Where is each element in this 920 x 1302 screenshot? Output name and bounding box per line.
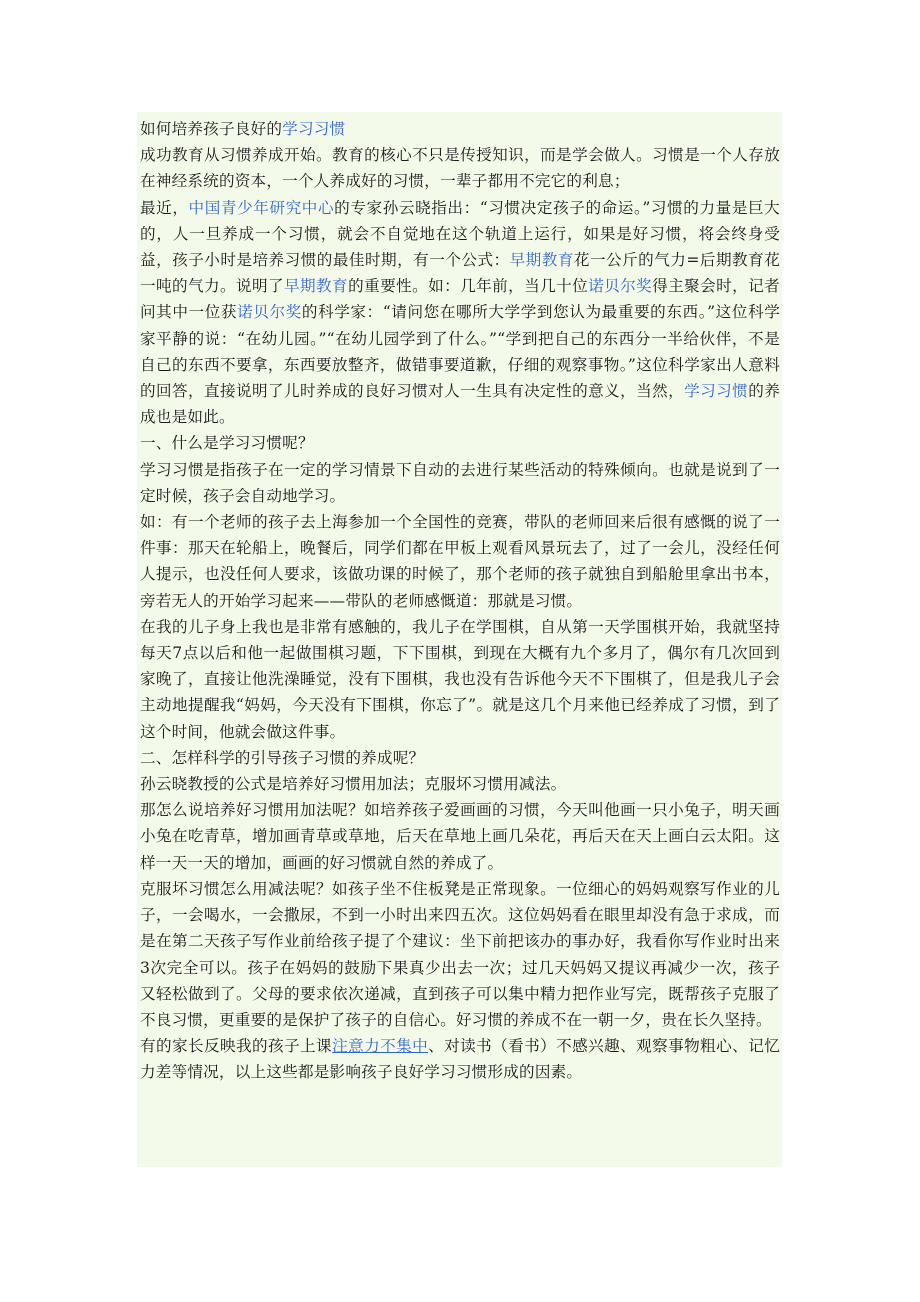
keyword-link[interactable]: 早期教育 [509,251,574,270]
paragraph [140,771,780,797]
text-run: 有的家长反映我的孩子上课 [140,1037,333,1056]
paragraph [140,797,780,876]
text-run: 得主聚会时，记者问其中一位获 [140,277,780,322]
paragraph [140,1033,780,1085]
text-run: 的科学家：“请问您在哪所大学学到您认为最重要的东西。”这位科学家平静的说：“在幼儿园。”“在幼儿园学到了什么。”“学到把自己的东西分一半给伙伴，不是自己的东西不要拿，东西要放整齐，做错事要道歉，仔细的观察事物。”这位科学家出人意料的回答，直接说明了儿时养成的良好习惯对人一生具有决定性的意义，当然， [140,303,780,401]
section-heading [140,430,780,456]
text-run: 花一公斤的气力=后期教育花一吨的气力。说明了 [140,251,780,296]
paragraph [140,876,780,1033]
text-run: 的养成也是如此。 [140,382,780,427]
article-body [140,116,780,1086]
text-run: 一、什么是学习习惯呢？ [140,434,314,453]
keyword-link[interactable]: 诺贝尔奖 [237,303,302,322]
text-run: 克服坏习惯怎么用减法呢？如孩子坐不住板凳是正常现象。一位细心的妈妈观察写作业的儿子，一会喝水，一会撒尿，不到一小时出来四五次。这位妈妈看在眼里却没有急于求成，而是在第二天孩子写作业前给孩子提了个建议：坐下前把该办的事办好，我看你写作业时出来3次完全可以。孩子在妈妈的鼓励下果真少出去一次；过几天妈妈又提议再减少一次，孩子又轻松做到了。父母的要求依次递减，直到孩子可以集中精力把作业写完，既帮孩子克服了不良习惯，更重要的是保护了孩子的自信心。好习惯的养成不在一朝一夕，贵在长久坚持。 [140,879,780,1029]
paragraph [140,142,780,194]
keyword-link[interactable]: 学习习惯 [282,120,346,138]
paragraph [140,457,780,509]
text-run: 在我的儿子身上我也是非常有感触的，我儿子在学围棋，自从第一天学围棋开始，我就坚持每天7点以后和他一起做围棋习题，下下围棋，到现在大概有九个多月了，偶尔有几次回到家晚了，直接让他洗澡睡觉，没有下围棋，我也没有告诉他今天不下围棋了，但是我儿子会主动地提醒我“妈妈，今天没有下围棋，你忘了”。就是这几个月来他已经养成了习惯，到了这个时间，他就会做这件事。 [140,617,780,741]
text-run: 二、怎样科学的引导孩子习惯的养成呢？ [140,748,425,767]
underlined-link[interactable]: 注意力不集中 [332,1037,429,1056]
text-run: 如：有一个老师的孩子去上海参加一个全国性的竞赛，带队的老师回来后很有感慨的说了一件事：那天在轮船上，晚餐后，同学们都在甲板上观看风景玩去了，过了一会儿，没经任何人提示，也没任何人要求，该做功课的时候了，那个老师的孩子就独自到船舱里拿出书本，旁若无人的开始学习起来——带队的老师感慨道：那就是习惯。 [140,513,780,610]
keyword-link[interactable]: 中国青少年研究中心 [188,198,335,217]
text-run: 那怎么说培养好习惯用加法呢？如培养孩子爱画画的习惯，今天叫他画一只小兔子，明天画小兔在吃青草，增加画青草或草地，后天在草地上画几朵花，再后天在天上画白云太阳。这样一天一天的增加，画画的好习惯就自然的养成了。 [140,801,780,872]
text-run: 如何培养孩子良好的 [140,120,283,138]
text-run: 成功教育从习惯养成开始。教育的核心不只是传授知识，而是学会做人。习惯是一个人存放在神经系统的资本，一个人养成好的习惯，一辈子都用不完它的利息； [140,146,780,191]
text-run: 孙云晓教授的公式是培养好习惯用加法；克服坏习惯用减法。 [140,775,567,794]
text-run: 学习习惯是指孩子在一定的学习情景下自动的去进行某些活动的特殊倾向。也就是说到了一定时候，孩子会自动地学习。 [140,460,780,505]
article-title [140,116,780,142]
text-run: 最近， [140,198,189,217]
section-heading [140,745,780,771]
keyword-link[interactable]: 学习习惯 [684,382,749,401]
paragraph [140,509,780,614]
keyword-link[interactable]: 早期教育 [284,277,349,296]
document-page [137,112,782,1167]
paragraph [140,195,780,431]
text-run: 、对读书（看书）不感兴趣、观察事物粗心、记忆力差等情况，以上这些都是影响孩子良好学习习惯形成的因素。 [140,1037,780,1082]
text-run: 的重要性。如：几年前，当几十位 [348,277,589,296]
text-run: 的专家孙云晓指出：“习惯决定孩子的命运。”习惯的力量是巨大的，人一旦养成一个习惯，就会不自觉地在这个轨道上运行，如果是好习惯，将会终身受益，孩子小时是培养习惯的最佳时期，有一个公式： [140,198,780,270]
keyword-link[interactable]: 诺贝尔奖 [588,277,653,296]
paragraph [140,614,780,745]
